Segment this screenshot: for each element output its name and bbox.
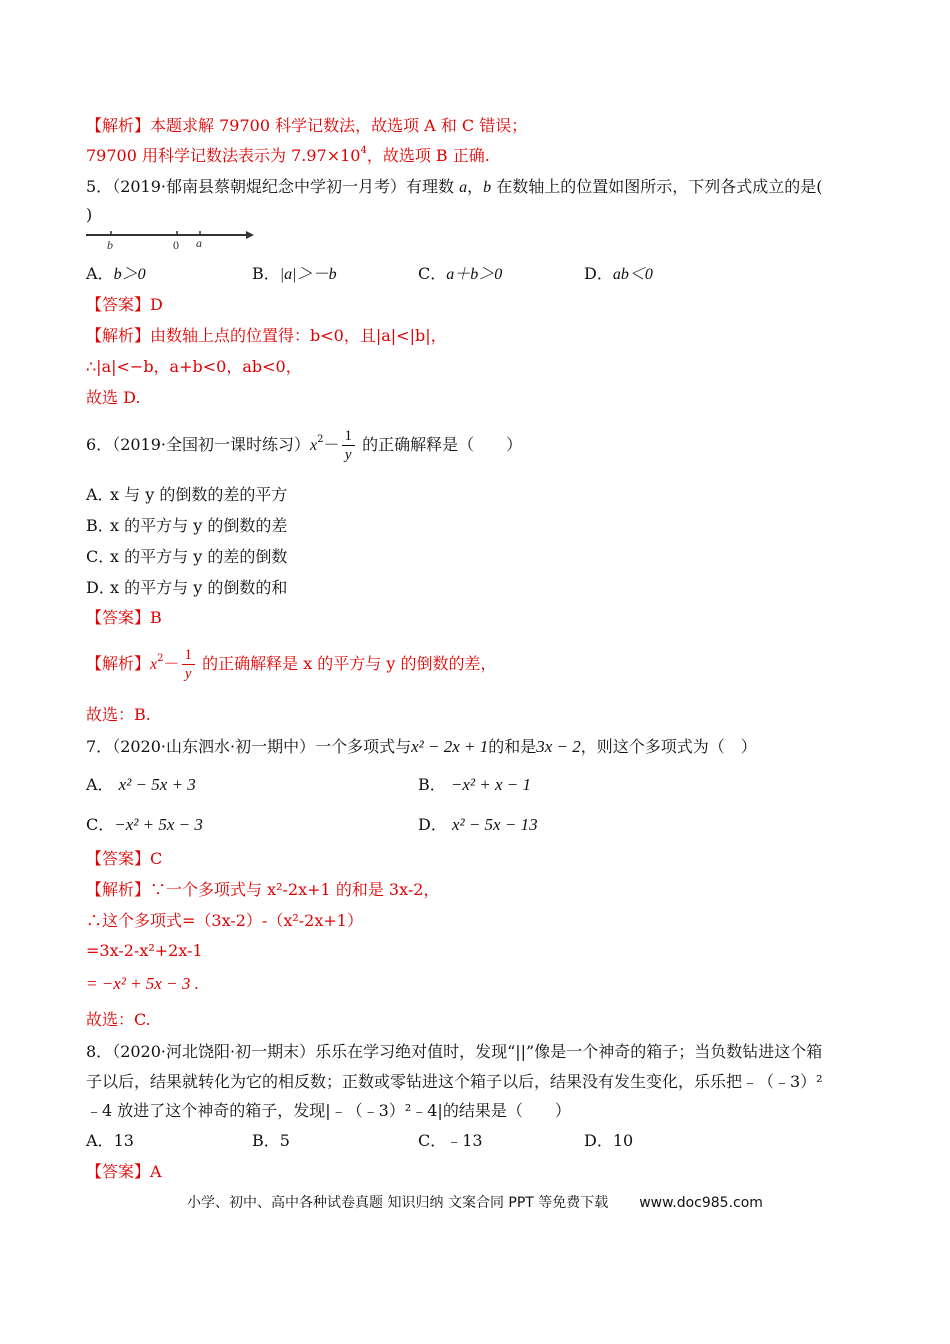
q6-analysis-end: 故选：B. <box>86 705 151 724</box>
q5-option-d[interactable]: D．ab＜0 <box>584 264 653 283</box>
number-line-figure <box>86 228 256 252</box>
footer-text: 小学、初中、高中各种试卷真题 知识归纳 文案合同 PPT 等免费下载 <box>187 1195 609 1211</box>
q6-option-c-text[interactable]: x 的平方与 y 的差的倒数 <box>110 547 288 566</box>
q7-option-c[interactable]: C．−x² + 5x − 3 <box>86 815 203 834</box>
label-b: b <box>107 238 113 252</box>
q5-stem: 5．（2019·郁南县蔡朝焜纪念中学初一月考）有理数 a，b 在数轴上的位置如图所示，下列各式成立的是( <box>86 177 823 196</box>
q7-option-b[interactable]: B． −x² + x − 1 <box>418 775 531 794</box>
q6-option-b[interactable]: B． <box>86 516 114 535</box>
q5-answer: 【答案】D <box>86 295 163 314</box>
q8-option-d[interactable]: D．10 <box>584 1131 634 1150</box>
q7-option-a[interactable]: A． x² − 5x + 3 <box>86 775 196 794</box>
q6-option-c[interactable]: C． <box>86 547 115 566</box>
axis-arrow <box>246 231 254 239</box>
q7-analysis-1: 【解析】∵一个多项式与 x²-2x+1 的和是 3x-2， <box>86 880 440 899</box>
q5-option-b[interactable]: B．|a|＞－b <box>252 264 337 283</box>
q6-option-d[interactable]: D． <box>86 578 115 597</box>
q7-analysis-end: 故选：C. <box>86 1010 151 1029</box>
q5-option-c[interactable]: C．a＋b＞0 <box>418 264 503 283</box>
q6-option-a-text[interactable]: x 与 y 的倒数的差的平方 <box>110 485 288 504</box>
prev-analysis-line1: 【解析】本题求解 79700 科学记数法，故选项 A 和 C 错误； <box>86 116 528 135</box>
q8-answer: 【答案】A <box>86 1162 162 1181</box>
q8-option-a[interactable]: A．13 <box>86 1131 134 1150</box>
q6-option-b-text[interactable]: x 的平方与 y 的倒数的差 <box>110 516 288 535</box>
footer-link[interactable]: www.doc985.com <box>639 1195 763 1211</box>
q5-analysis-2: ∴|a|<−b，a+b<0，ab<0， <box>86 357 302 376</box>
q5-option-a[interactable]: A．b＞0 <box>86 264 146 283</box>
analysis-tag: 【解析】 <box>86 116 151 135</box>
q7-answer: 【答案】C <box>86 849 163 868</box>
page-footer <box>0 1192 950 1212</box>
q6-option-d-text[interactable]: x 的平方与 y 的倒数的和 <box>110 578 288 597</box>
q8-stem-3: ﹣4 放进了这个神奇的箱子，发现|﹣（﹣3）²﹣4|的结果是（ ） <box>86 1101 571 1120</box>
q8-stem-1: 8．（2020·河北饶阳·初一期末）乐乐在学习绝对值时，发现“||”像是一个神奇的箱子；当负数钻进这个箱 <box>86 1042 823 1061</box>
q5-analysis-1: 【解析】由数轴上点的位置得：b<0，且|a|<|b|， <box>86 326 447 345</box>
q8-option-c[interactable]: C．﹣13 <box>418 1131 483 1150</box>
q6-stem: 6．（2019·全国初一课时练习）$x^2-$ $\frac{1}{y}$ 的正确解释是（ ） <box>86 428 523 463</box>
q7-stem: 7．（2020·山东泗水·初一期中）一个多项式与x² − 2x + 1的和是3x − 2，则这个多项式为（ ） <box>86 737 757 756</box>
q7-option-d[interactable]: D． x² − 5x − 13 <box>418 815 538 834</box>
label-0: 0 <box>173 238 179 252</box>
q5-analysis-3: 故选 D. <box>86 388 141 407</box>
q7-analysis-4: = −x² + 5x − 3 . <box>86 974 199 993</box>
q5-stem-cont: ) <box>86 205 93 224</box>
q7-analysis-3: =3x-2-x²+2x-1 <box>86 941 203 960</box>
label-a: a <box>196 236 202 250</box>
prev-analysis-line2: 79700 用科学记数法表示为 $7.97\times 10^4$，故选项 B 正确. <box>86 145 490 165</box>
fraction-1-over-y: $\frac{1}{y}$ <box>342 427 356 464</box>
q8-option-b[interactable]: B．5 <box>252 1131 290 1150</box>
q6-answer: 【答案】B <box>86 608 162 627</box>
q6-analysis: 【解析】$x^2-$ $\frac{1}{y}$ 的正确解释是 x 的平方与 y 的倒数的差， <box>86 647 497 682</box>
q8-stem-2: 子以后，结果就转化为它的相反数；正数或零钻进这个箱子以后，结果没有发生变化，乐乐把﹣（﹣3）² <box>86 1072 823 1091</box>
q6-option-a[interactable]: A． <box>86 485 114 504</box>
q7-analysis-2: ∴这个多项式=（3x-2）-（x²-2x+1） <box>86 911 363 930</box>
